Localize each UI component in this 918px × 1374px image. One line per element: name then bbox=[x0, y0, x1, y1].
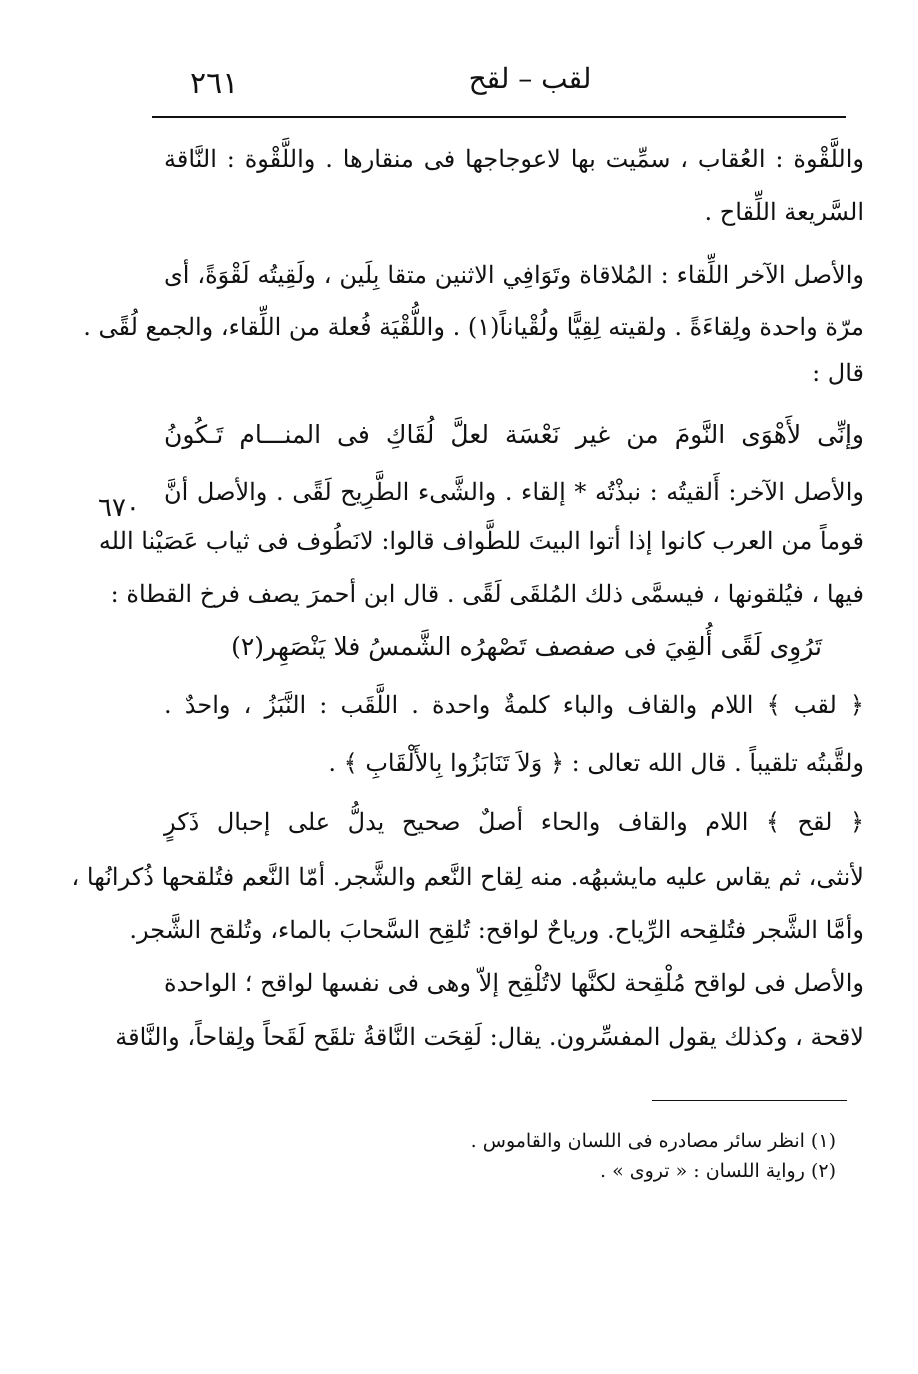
text-line: مرّة واحدة ولِقاءَةً . ولقيته لِقِيًّا ولُقْياناً(١) . واللُّقْيَة فُعلة من اللِّقاء، والجمع لُقًى . bbox=[83, 313, 864, 341]
running-head: لقب – لقح bbox=[468, 62, 592, 95]
verse-line: تَرُوِى لَقًى أُلقِيَ فى صفصف تَصْهرُه الشَّمسُ فلا يَنْصَهِر(٢) bbox=[231, 632, 822, 661]
text-line: فيها ، فيُلقونها ، فيسمَّى ذلك المُلقَى لَقًى . قال ابن أحمرَ يصف فرخ القطاة : bbox=[110, 580, 864, 608]
entry-laqah: ﴿ لقح ﴾ اللام والقاف والحاء أصلٌ صحيح يدلُّ على إحبال ذَكرٍ bbox=[164, 808, 864, 836]
text-line: قال : bbox=[812, 359, 864, 387]
verse-line: وإنِّى لأَهْوَى النَّومَ من غير نَعْسَة لعلَّ لُقَاكِ فى المنـــام تَـكُونُ bbox=[164, 420, 864, 449]
text-line: والأصل الآخر: أَلقيتُه : نبذْتُه * إلقاء . والشَّىء الطَّرِيح لَقًى . والأصل أنَّ bbox=[164, 478, 864, 506]
text-line: لاقحة ، وكذلك يقول المفسِّرون. يقال: لَقِحَت النَّاقةُ تلقَح لَقَحاً ولِقاحاً، والنَّاقة bbox=[115, 1023, 864, 1051]
entry-laqab: ﴿ لقب ﴾ اللام والقاف والباء كلمةٌ واحدة . اللَّقَب : النَّبَزُ ، واحدٌ . bbox=[164, 691, 864, 719]
text-line: قوماً من العرب كانوا إذا أتوا البيتَ للطَّواف قالوا: لانَطُوف فى ثياب عَصَيْنا الله bbox=[98, 527, 864, 555]
footnote: (٢) رواية اللسان : « تروى » . bbox=[600, 1160, 836, 1182]
text-line: واللَّقْوة : العُقاب ، سمِّيت بها لاعوجاجها فى منقارها . واللَّقْوة : النَّاقة bbox=[164, 145, 864, 173]
text-line: السَّريعة اللِّقاح . bbox=[704, 198, 864, 226]
text-line: والأصل الآخر اللِّقاء : المُلاقاة وتَوَافِي الاثنين متقا بِلَين ، ولَقِيتُه لَقْوَةً، أى bbox=[164, 261, 864, 289]
page-number: ٢٦١ bbox=[190, 66, 239, 101]
footnote: (١) انظر سائر مصادره فى اللسان والقاموس . bbox=[470, 1130, 836, 1152]
text-line: والأصل فى لواقح مُلْقِحة لكنَّها لاتُلْقِح إلاّ وهى فى نفسها لواقح ؛ الواحدة bbox=[164, 969, 864, 997]
text-line: لأنثى، ثم يقاس عليه مايشبهُه. منه لِقاح النَّعم والشَّجر. أمّا النَّعم فتُلقحها ذُكرانُها ، bbox=[71, 863, 864, 891]
text-line: وأمَّا الشَّجر فتُلقِحه الرِّياح. ورياحٌ لواقح: تُلقِح السَّحابَ بالماء، وتُلقح الشَّجر. bbox=[129, 916, 864, 944]
text-line: ولقَّبتُه تلقيباً . قال الله تعالى : ﴿ وَلاَ تَنَابَزُوا بِالأَلْقَابِ ﴾ . bbox=[328, 749, 864, 777]
footnote-rule bbox=[652, 1100, 847, 1101]
page-header bbox=[150, 62, 850, 102]
header-rule bbox=[152, 116, 846, 118]
margin-number: ٦٧٠ bbox=[98, 493, 140, 523]
